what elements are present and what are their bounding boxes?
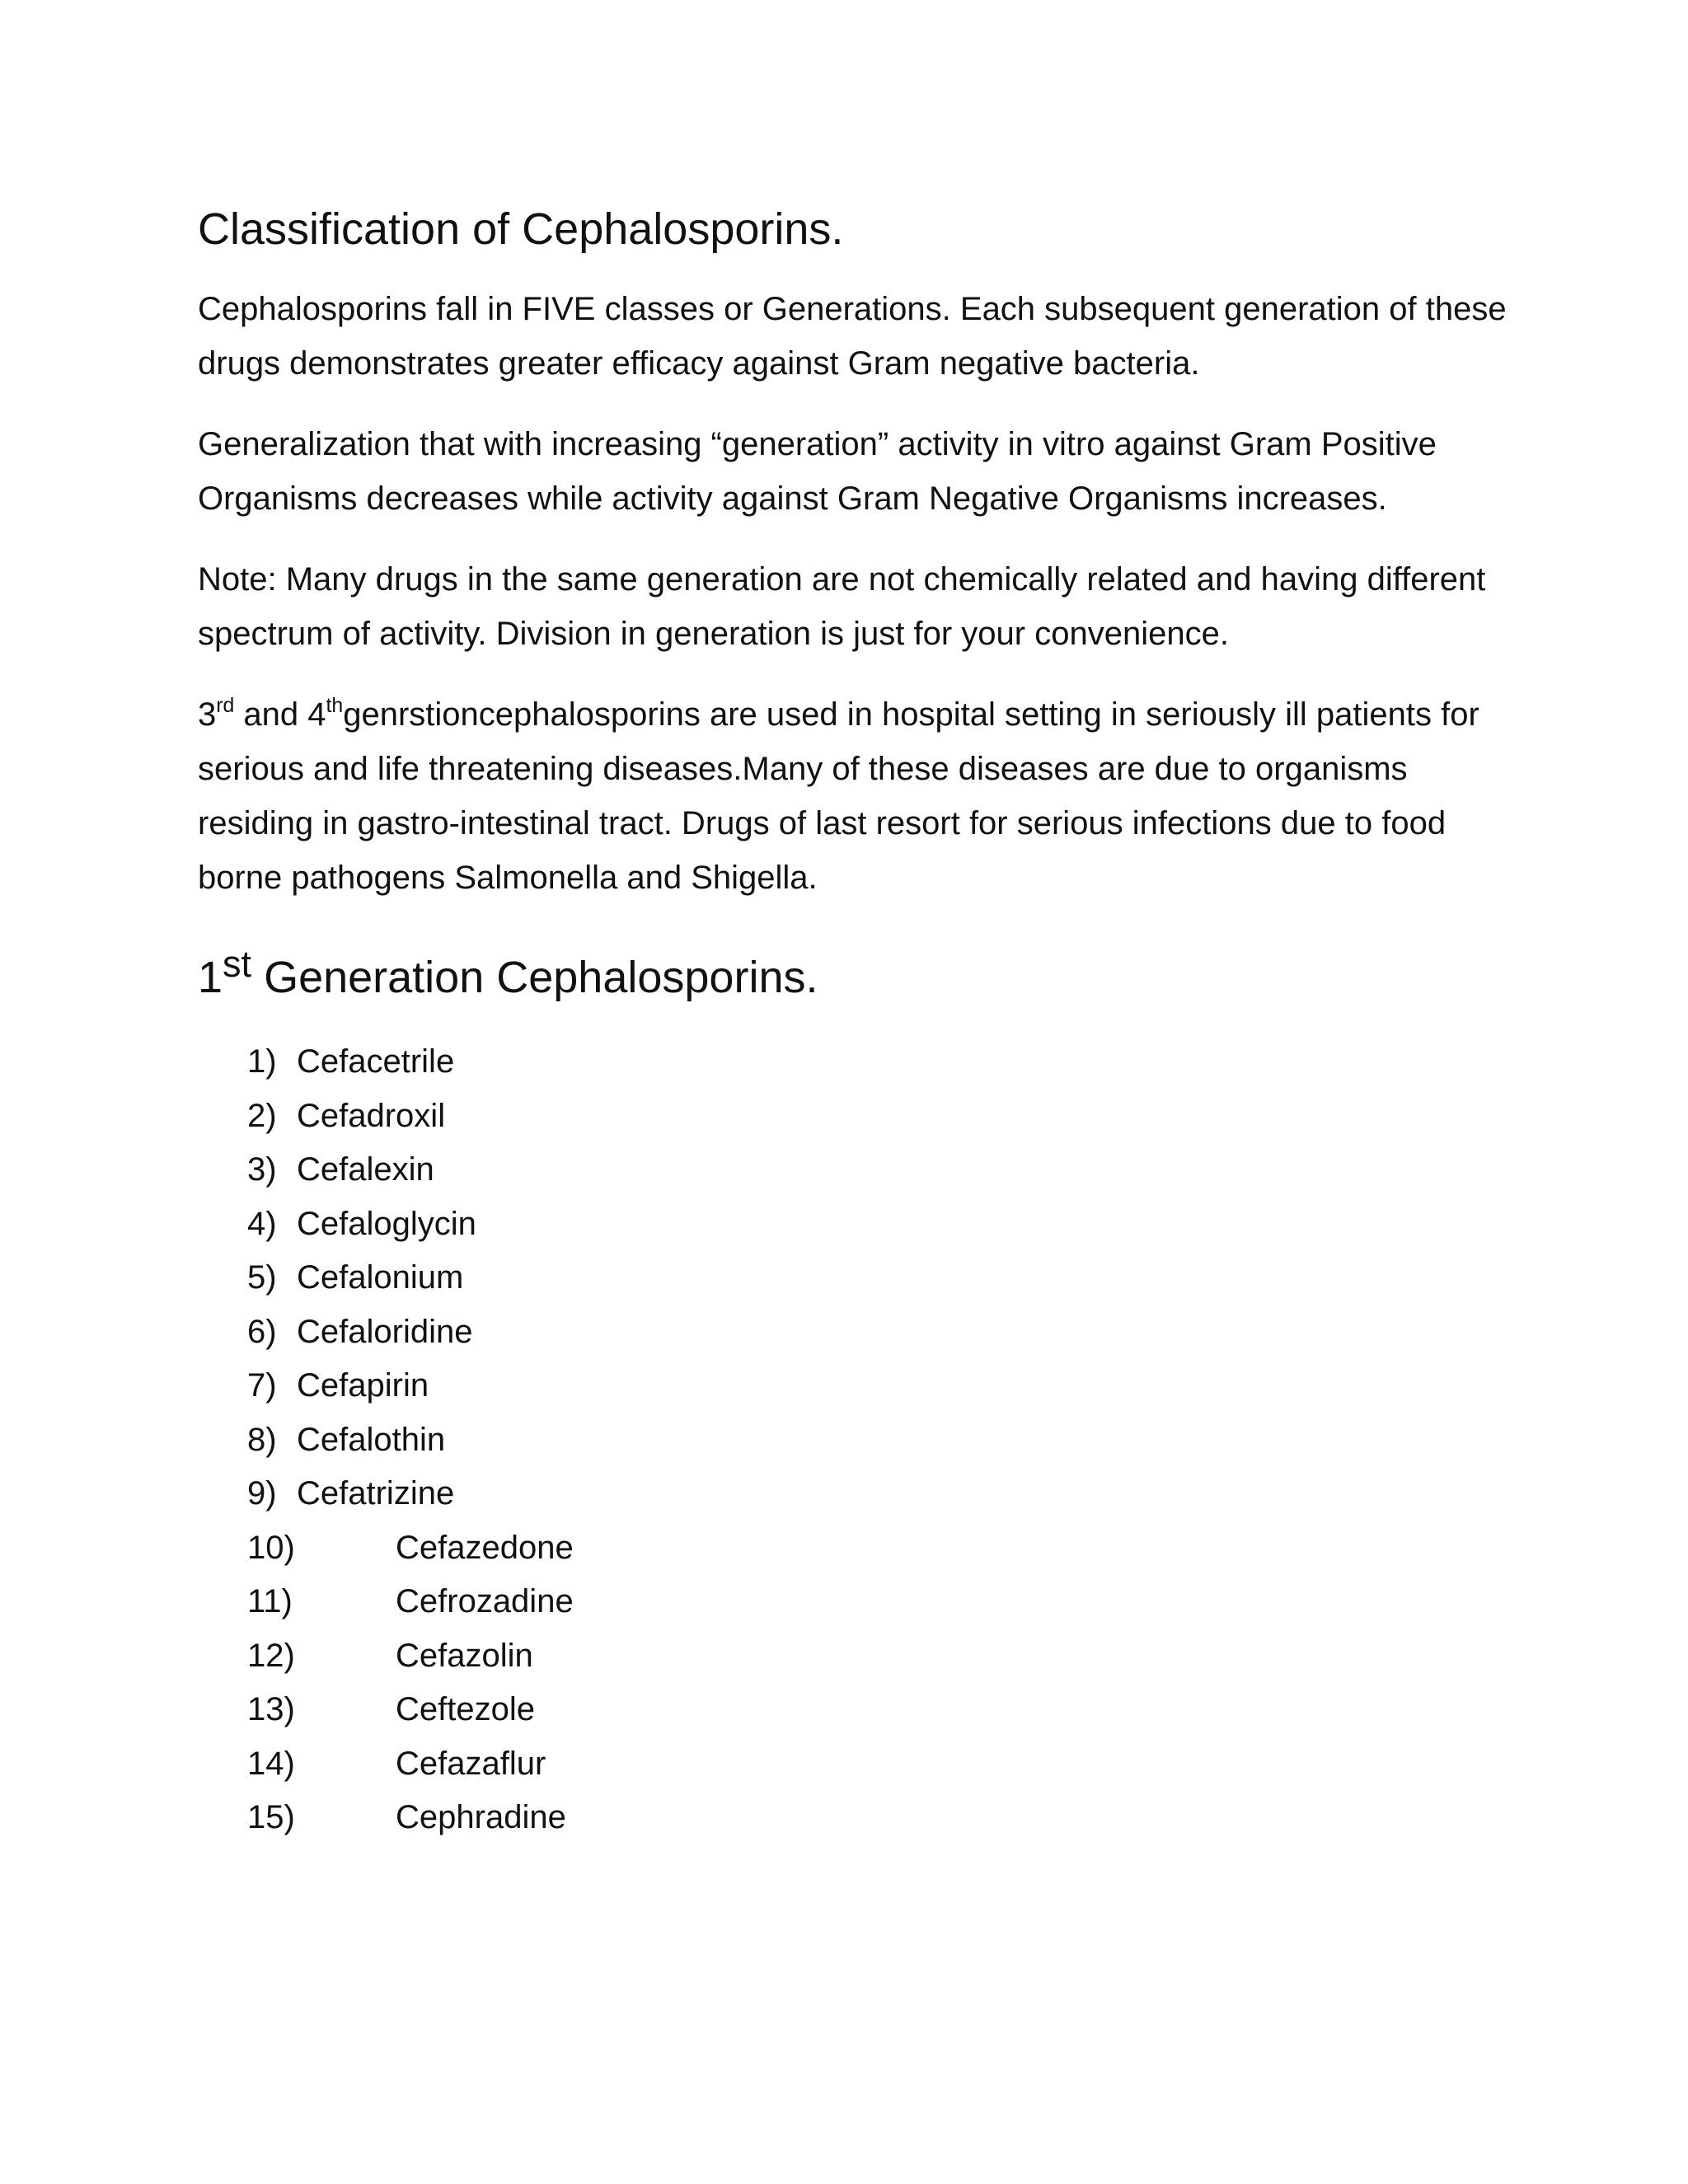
list-item-number: 2): [247, 1097, 277, 1134]
list-item: [247, 1143, 1517, 1197]
drug-name: Cefalothin: [297, 1421, 446, 1458]
section-title-text: Generation Cephalosporins.: [251, 953, 818, 1002]
list-item: [247, 1629, 1517, 1684]
list-item-number: 13): [247, 1691, 295, 1727]
list-item: [247, 1521, 1517, 1576]
list-item-number: 4): [247, 1205, 277, 1242]
drug-name: Cefaloridine: [297, 1313, 473, 1350]
paragraph-text: genrstioncephalosporins are used in hospital setting in seriously ill patients for serious and life threatening diseases.Many of these diseases are due to organisms residing in gastro-intestinal tract. Drugs of last resort for serious infections due to food borne pathogens Salmonella and Shigella.: [198, 696, 1479, 896]
list-item: [247, 1413, 1517, 1468]
list-item: [247, 1197, 1517, 1252]
list-item-number: 6): [247, 1313, 277, 1350]
list-item-number: 14): [247, 1745, 295, 1782]
list-item-number: 15): [247, 1799, 295, 1835]
paragraph-generations: Cephalosporins fall in FIVE classes or Generations. Each subsequent generation of these drugs demonstrates greater efficacy against Gram negative bacteria.: [198, 291, 1507, 382]
list-item-number: 1): [247, 1043, 277, 1080]
ordinal-suffix: rd: [216, 695, 235, 718]
paragraph-text: and 4: [234, 696, 326, 733]
list-item: [247, 1359, 1517, 1413]
drug-name: Cefazolin: [396, 1637, 533, 1674]
list-item: [247, 1683, 1517, 1737]
drug-name: Cefadroxil: [297, 1097, 446, 1134]
drug-name: Cefazedone: [396, 1529, 574, 1566]
drug-name: Cephradine: [396, 1799, 566, 1835]
list-item: [247, 1035, 1517, 1090]
drug-name: Cefalonium: [297, 1259, 464, 1296]
list-item-number: 11): [247, 1583, 293, 1619]
drug-name: Cefrozadine: [396, 1583, 574, 1619]
drug-name: Cefatrizine: [297, 1475, 455, 1511]
list-item: [247, 1467, 1517, 1521]
drug-name: Cefazaflur: [396, 1745, 546, 1782]
drug-name: Ceftezole: [396, 1691, 535, 1727]
list-item-number: 5): [247, 1259, 277, 1296]
list-item-number: 12): [247, 1637, 295, 1674]
drug-name: Cefaloglycin: [297, 1205, 476, 1242]
list-item: [247, 1305, 1517, 1360]
drug-name: Cefalexin: [297, 1151, 434, 1188]
list-item-number: 10): [247, 1529, 295, 1566]
section-title-first-generation: [198, 931, 1517, 1010]
document-title: Classification of Cephalosporins.: [198, 204, 844, 254]
paragraph-hospital-use: [198, 687, 1517, 905]
list-item: [247, 1090, 1517, 1144]
ordinal-number: 1: [198, 953, 223, 1002]
list-item-number: 8): [247, 1421, 277, 1458]
list-item: [247, 1251, 1517, 1305]
paragraph-generalization: Generalization that with increasing “generation” activity in vitro against Gram Positive Organisms decreases while activity against Gram Negative Organisms increases.: [198, 426, 1437, 517]
list-item: [247, 1575, 1517, 1629]
ordinal-number: 3: [198, 696, 217, 733]
paragraph-note: Note: Many drugs in the same generation are not chemically related and having different spectrum of activity. Division in generation is just for your convenience.: [198, 561, 1486, 652]
list-item: [247, 1737, 1517, 1792]
ordinal-suffix: st: [223, 943, 252, 985]
list-item-number: 7): [247, 1367, 277, 1404]
drug-list: [198, 1035, 1517, 1845]
list-item: [247, 1791, 1517, 1845]
document-page: [198, 196, 1517, 1845]
list-item-number: 3): [247, 1151, 277, 1188]
drug-name: Cefacetrile: [297, 1043, 455, 1080]
ordinal-suffix: th: [326, 695, 344, 718]
drug-name: Cefapirin: [297, 1367, 429, 1404]
list-item-number: 9): [247, 1475, 277, 1511]
